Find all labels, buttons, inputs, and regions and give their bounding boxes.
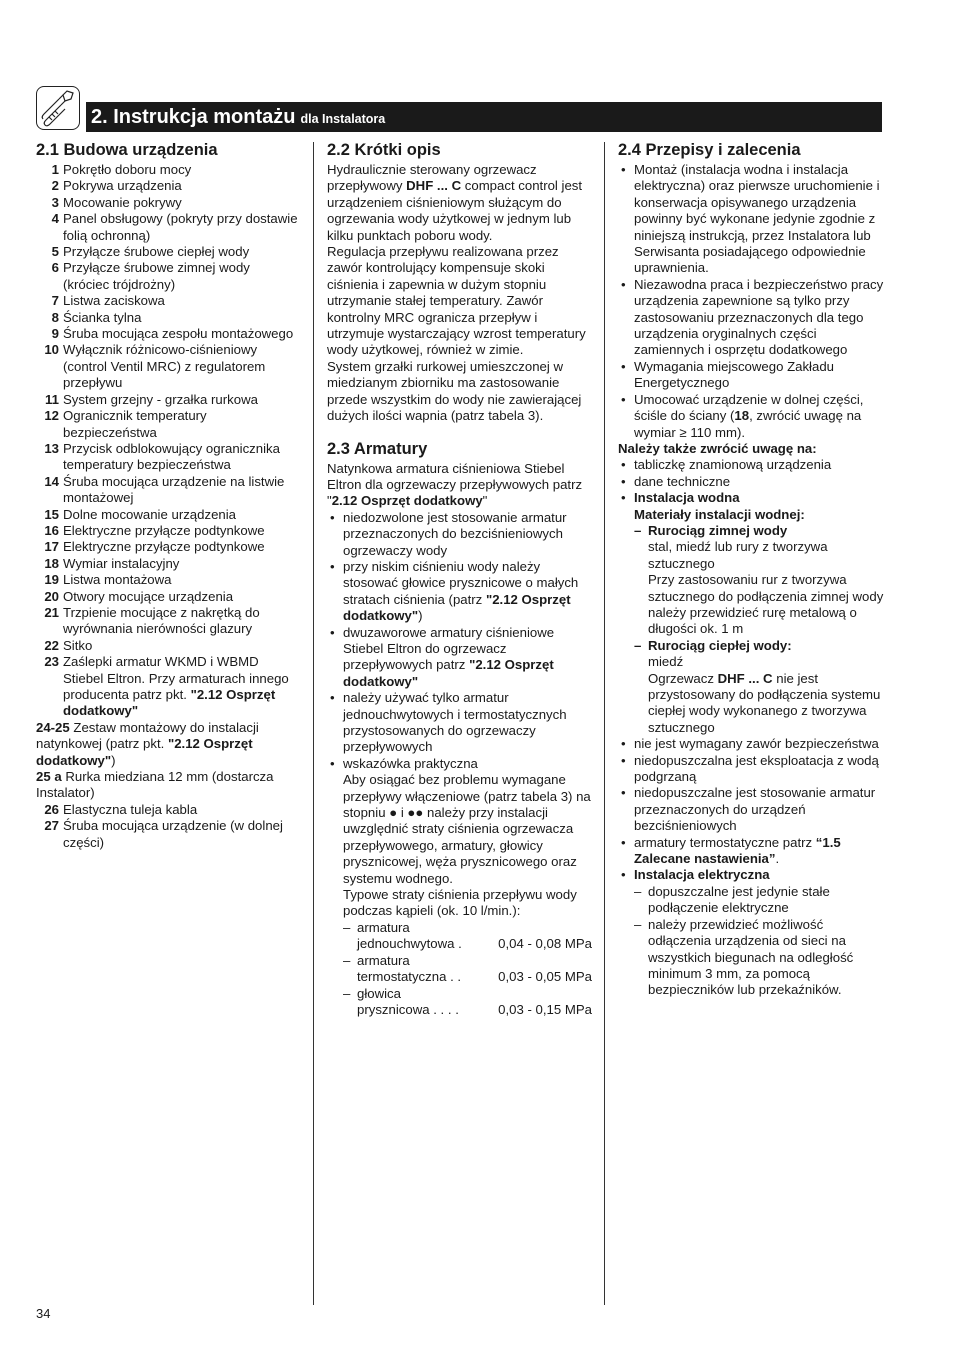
- item-text: Wyłącznik różnicowo-ciśnieniowy (control Ventil MRC) z regulatorem przepływu: [63, 342, 266, 391]
- item-text: Otwory mocujące urządzenia: [63, 588, 234, 604]
- list-item: [343, 986, 592, 1019]
- list-item: • niedopuszczalne jest stosowanie armatur przeznaczonych do urządzeń bezciśnieniowych: [618, 785, 886, 834]
- list-item: • Niezawodna praca i bezpieczeństwo pracy urządzenia zapewnione są tylko przy zastosowaniu przeznaczonych dla tego urządzenia oryginalnych części zamiennych i osprzętu dodatkowego: [618, 277, 886, 359]
- hot-pipe-text: miedź: [648, 654, 684, 670]
- item-text-main: Zestaw montażowy do instalacji natynkowej (patrz pkt.: [36, 719, 259, 752]
- loss-value: 0,03 - 0,05 MPa: [498, 969, 592, 985]
- item-number: 3: [51, 194, 59, 210]
- parts-list: [36, 162, 298, 654]
- loss-label: [357, 969, 498, 985]
- list-item: [36, 342, 298, 391]
- loss-label: – armatura: [357, 952, 410, 968]
- list-item: [618, 835, 886, 868]
- leader-dots: . .: [446, 969, 462, 985]
- list-item: [36, 474, 298, 507]
- loss-row: [357, 1002, 592, 1018]
- loss-label-2: termostatyczna: [357, 969, 447, 985]
- section-title: 2. Instrukcja montażu: [91, 106, 296, 128]
- list-item: • dane techniczne: [618, 474, 886, 490]
- list-item: • Wymagania miejscowego Zakładu Energetycznego: [618, 359, 886, 392]
- loss-label: – armatura: [357, 919, 410, 935]
- list-item: [36, 178, 298, 194]
- item-text-main: Zaślepki armatur WKMD i WBMD Stiebel Eltron. Przy armaturach innego producenta patrz pkt.: [63, 654, 289, 702]
- heading-regulations: 2.4 Przepisy i zalecenia: [618, 141, 801, 159]
- item-text: [63, 654, 298, 720]
- tip-text: Typowe straty ciśnienia przepływu wody podczas kąpieli (ok. 10 l/min.):: [343, 887, 577, 919]
- item-number: 9: [51, 326, 59, 342]
- regulations-list: [618, 162, 886, 441]
- text: , zwrócić uwagę na wymiar ≥ 110 mm).: [634, 408, 862, 440]
- list-item: [36, 441, 298, 474]
- list-item: [327, 625, 592, 691]
- leader-dots: .: [454, 936, 462, 952]
- list-item: [343, 920, 592, 953]
- list-item: • należy używać tylko armatur jednouchwytowych i termostatycznych przystosowanych do ogrzewaczy przepływowych: [327, 690, 592, 756]
- column-device-structure: [36, 140, 298, 851]
- paragraph: [327, 162, 592, 244]
- text: compact control jest urządzeniem ciśnieniowym służącym do ogrzewania wody użytkowej w jednym lub kilku punktach poboru wody.: [327, 178, 583, 243]
- item-number: 15: [44, 506, 59, 522]
- screwdriver-icon: [36, 86, 80, 130]
- item-text: Dolne mocowanie urządzenia: [63, 506, 237, 522]
- fittings-list: [327, 510, 592, 1019]
- list-item: [618, 867, 886, 998]
- item-ref: "2.12 Osprzęt dodatkowy": [63, 687, 276, 719]
- text: Hydraulicznie sterowany ogrzewacz przepływowy: [327, 162, 537, 194]
- pipe-list: [634, 523, 886, 736]
- item-text: Elastyczna tuleja kabla: [63, 801, 198, 817]
- list-item: • niedopuszczalna jest eksploatacja z wodą podgrzaną: [618, 753, 886, 786]
- heading-short-description: 2.2 Krótki opis: [327, 141, 441, 159]
- paragraph: Regulacja przepływu realizowana przez zawór kontrolujący kompensuje skoki ciśnienia i zapewnia w dużym stopniu utrzymanie stałej temperatury. Zawór kontrolny MRC ogranicza przepływ i utrzymuje wystarczający wzrost temperatury wody użytkowej, również w zimie.: [327, 244, 586, 358]
- column-regulations: [618, 140, 886, 999]
- list-item: [36, 589, 298, 605]
- item-number: 21: [44, 604, 59, 620]
- text: Umocować urządzenie w dolnej części, ściśle do ściany (: [634, 391, 864, 424]
- model-name: DHF ... C: [406, 178, 462, 194]
- item-text: Listwa zaciskowa: [63, 293, 165, 309]
- item-number: 23: [44, 654, 59, 670]
- loss-row: [357, 969, 592, 985]
- model-name: DHF ... C: [717, 670, 773, 686]
- item-text: Śruba mocująca urządzenie (w dolnej części): [63, 818, 283, 850]
- notes-list: [618, 457, 886, 998]
- cold-pipe-text: stal, miedź lub rury z tworzywa sztucznego: [648, 539, 828, 571]
- list-item: [36, 802, 298, 818]
- list-item: [634, 523, 886, 638]
- cold-pipe-text: Przy zastosowaniu rur z tworzywa sztucznego do podłączenia zimnej wody należy przewidzieć rurę metalową o długości ok. 1 m: [648, 572, 884, 637]
- ref: "2.12 Osprzęt dodatkowy": [343, 591, 571, 624]
- item-number: 26: [44, 801, 59, 817]
- column-description: [327, 140, 592, 1018]
- list-item: [36, 326, 298, 342]
- item-number: 10: [44, 342, 59, 358]
- loss-value: 0,04 - 0,08 MPa: [498, 936, 592, 952]
- loss-label-2: jednouchwytowa: [357, 936, 455, 952]
- electrical-list: [634, 884, 886, 999]
- item-text: Trzpienie mocujące z nakrętką do wyrównania nierówności glazury: [63, 604, 260, 637]
- electrical-title: • Instalacja elektryczna: [634, 867, 770, 883]
- water-installation-title: • Instalacja wodna: [634, 490, 740, 506]
- ref: "2.12 Osprzęt dodatkowy": [343, 657, 554, 689]
- list-item: [36, 654, 298, 720]
- list-item: – należy przewidzieć możliwość odłączenia urządzenia od sieci na wszystkich biegunach na odległość minimum 3 mm, za pomocą bezpieczników lub przekaźników.: [634, 917, 886, 999]
- loss-label-2: prysznicowa: [357, 1001, 430, 1017]
- list-item: [634, 638, 886, 736]
- item-text: System grzejny - grzałka rurkowa: [63, 391, 258, 407]
- item-number: 5: [51, 244, 59, 260]
- loss-value: 0,03 - 0,15 MPa: [498, 1001, 592, 1017]
- list-item: [36, 539, 298, 555]
- parts-list-tail: [36, 654, 298, 851]
- list-item: [618, 490, 886, 736]
- list-item: – dopuszczalne jest jedynie stałe podłączenie elektryczne: [634, 884, 886, 917]
- item-number: 1: [51, 162, 59, 177]
- item-text: Pokrętło doboru mocy: [63, 162, 192, 177]
- loss-label: [357, 1002, 498, 1018]
- list-item: [36, 720, 298, 769]
- item-text: Przyłącze śrubowe ciepłej wody: [63, 244, 250, 260]
- list-item: [36, 605, 298, 638]
- item-number: 2: [51, 178, 59, 194]
- item-text: Elektryczne przyłącze podtynkowe: [63, 539, 265, 555]
- list-item: [36, 769, 298, 802]
- item-text: Śruba mocująca urządzenie na listwie montażowej: [63, 473, 285, 506]
- item-number: 13: [44, 440, 59, 456]
- item-text: [36, 769, 298, 802]
- ref: “1.5 Zalecane nastawienia”: [634, 834, 841, 867]
- text: .: [775, 851, 780, 867]
- item-number: 7: [51, 293, 59, 309]
- item-number: 25 a: [36, 769, 62, 785]
- item-number: 18: [44, 555, 59, 571]
- item-text: Przyłącze śrubowe zimnej wody (króciec trójdrożny): [63, 260, 250, 292]
- text: ": [482, 493, 488, 509]
- list-item: [36, 195, 298, 211]
- loss-label: – głowica: [357, 985, 401, 1001]
- item-text: Elektryczne przyłącze podtynkowe: [63, 522, 265, 538]
- text: dwuzaworowe armatury ciśnieniowe Stiebel Eltron do ogrzewacz przepływowych patrz: [343, 624, 555, 673]
- paragraph: [327, 461, 592, 510]
- list-item: [36, 818, 298, 851]
- text: armatury termostatyczne patrz: [634, 834, 816, 850]
- item-text: Wymiar instalacyjny: [63, 555, 180, 571]
- item-number: 6: [51, 260, 59, 276]
- item-ref: "2.12 Osprzęt dodatkowy": [36, 736, 253, 768]
- list-item: [327, 559, 592, 625]
- list-item: [618, 392, 886, 441]
- list-item: [36, 572, 298, 588]
- item-text: Mocowanie pokrywy: [63, 194, 182, 210]
- column-divider: [313, 142, 314, 1305]
- list-item: [36, 211, 298, 244]
- item-number: 16: [44, 522, 59, 538]
- item-number: 19: [44, 572, 59, 588]
- list-item: • Montaż (instalacja wodna i instalacja elektryczna) oraz pierwsze uruchomienie i konserwacja opisywanego urządzenia powinny być wykonane jedynie zgodnie z niniejszą instrukcją, przez Instalatora lub Serwisanta posiadającego odpowiednie uprawnienia.: [618, 162, 886, 277]
- item-text: Pokrywa urządzenia: [63, 178, 182, 194]
- hot-pipe-title: – Rurociąg ciepłej wody:: [648, 637, 792, 653]
- list-item: [327, 756, 592, 1019]
- item-number: 8: [51, 309, 59, 325]
- list-item: • niedozwolone jest stosowanie armatur przeznaczonych do bezciśnieniowych ogrzewaczy wody: [327, 510, 592, 559]
- item-text: [36, 720, 298, 769]
- list-item: [36, 310, 298, 326]
- list-item: [36, 638, 298, 654]
- text: nie jest przystosowany do podłączenia systemu ciepłej wody wykonanego z tworzywa sztucznego: [648, 670, 881, 735]
- list-item: [36, 162, 298, 178]
- item-number: 11: [45, 391, 59, 407]
- item-text: Panel obsługowy (pokryty przy dostawie folią ochronną): [63, 211, 298, 243]
- paragraph: System grzałki rurkowej umieszczonej w miedzianym zbiorniku ma zastosowanie przede wszystkim do wody nie zawierającej dużych ilości wapnia (patrz tabela 3).: [327, 358, 582, 424]
- ref-number: 18: [734, 408, 750, 424]
- item-number: 24-25: [36, 719, 70, 735]
- item-number: 4: [51, 211, 59, 227]
- loss-row: [357, 936, 592, 952]
- hot-pipe-text: [648, 671, 886, 737]
- section-subtitle: dla Instalatora: [300, 112, 386, 126]
- item-number: 12: [44, 408, 59, 424]
- tip-title: • wskazówka praktyczna: [343, 755, 478, 771]
- text: przy niskim ciśnieniu wody należy stosować głowice prysznicowe o małych stratach ciśnienia (patrz: [343, 558, 579, 607]
- list-item: [36, 293, 298, 309]
- tip-text: Aby osiągać bez problemu wymagane przepływy włączeniowe (patrz tabela 3) na stopniu ● i ●● należy przy instalacji uwzględnić straty ciśnienia ogrzewacza przepływowego, armatury, głowicy prysznicowej, węża prysznicowego oraz systemu wodnego.: [343, 772, 591, 886]
- section-header: [86, 102, 882, 132]
- item-number: 22: [44, 637, 59, 653]
- leader-dots: . . . .: [429, 1001, 459, 1017]
- list-item: [36, 260, 298, 293]
- item-text-main: Rurka miedziana 12 mm (dostarcza Instalator): [36, 769, 274, 801]
- item-number: 20: [44, 588, 59, 604]
- list-item: • tabliczkę znamionową urządzenia: [618, 457, 886, 473]
- item-text: Przycisk odblokowujący ogranicznika temperatury bezpieczeństwa: [63, 440, 280, 473]
- list-item: [36, 408, 298, 441]
- text: ): [418, 608, 423, 624]
- item-text: Listwa montażowa: [63, 572, 172, 588]
- list-item: [343, 953, 592, 986]
- item-text-end: ): [111, 752, 116, 768]
- heading-device-structure: 2.1 Budowa urządzenia: [36, 141, 218, 159]
- list-item: [36, 507, 298, 523]
- ref: 2.12 Osprzęt dodatkowy: [331, 493, 483, 509]
- list-item: [36, 244, 298, 260]
- item-text: Ścianka tylna: [63, 309, 142, 325]
- list-item: [36, 392, 298, 408]
- item-number: 17: [44, 539, 59, 555]
- text: Natynkowa armatura ciśnieniowa Stiebel Eltron dla ogrzewaczy przepływowych patrz ": [327, 460, 583, 509]
- item-text: Sitko: [63, 637, 93, 653]
- column-divider: [604, 142, 605, 1305]
- cold-pipe-title: – Rurociąg zimnej wody: [648, 522, 788, 538]
- loss-label: [357, 936, 498, 952]
- note-heading: Należy także zwrócić uwagę na:: [618, 440, 817, 456]
- water-materials-title: Materiały instalacji wodnej:: [634, 506, 805, 522]
- list-item: • nie jest wymagany zawór bezpieczeństwa: [618, 736, 886, 752]
- pressure-loss-list: [343, 920, 592, 1018]
- list-item: [36, 523, 298, 539]
- item-text: Śruba mocująca zespołu montażowego: [63, 326, 294, 342]
- item-text: Ogranicznik temperatury bezpieczeństwa: [63, 408, 207, 440]
- text: Ogrzewacz: [648, 670, 718, 686]
- item-number: 14: [44, 473, 59, 489]
- list-item: [36, 556, 298, 572]
- heading-fittings: 2.3 Armatury: [327, 439, 428, 458]
- page-number: 34: [36, 1306, 51, 1321]
- item-number: 27: [44, 818, 59, 834]
